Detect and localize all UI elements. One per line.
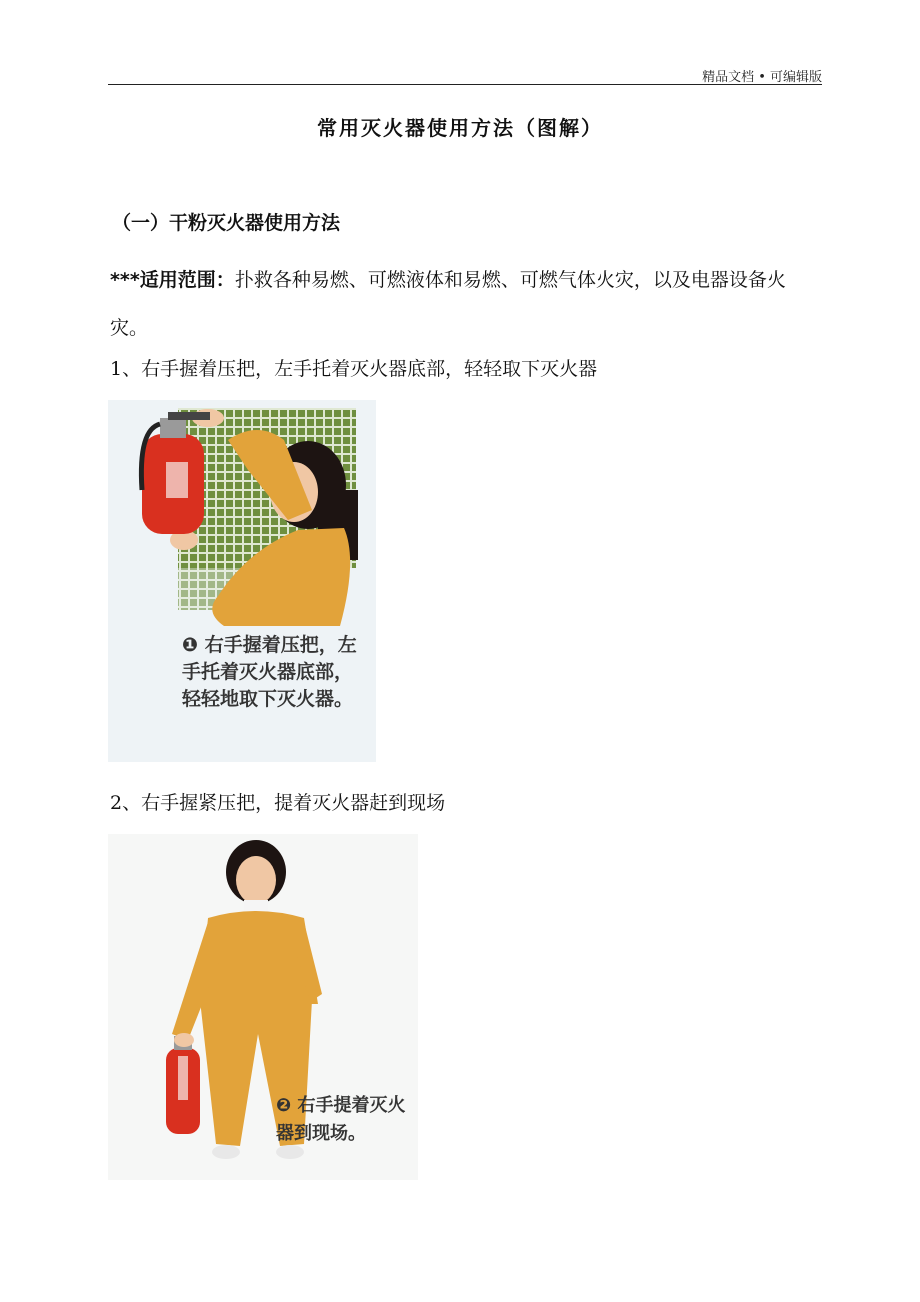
step-1-text: 1、右手握着压把，左手托着灭火器底部，轻轻取下灭火器 xyxy=(110,358,598,380)
step-1-image-caption: ❶ 右手握着压把，左手托着灭火器底部，轻轻地取下灭火器。 xyxy=(182,634,357,710)
page-header-label: 精品文档 • 可编辑版 xyxy=(702,70,822,85)
face xyxy=(236,856,276,904)
scope-label: ***适用范围： xyxy=(110,269,235,291)
scope-text: 扑救各种易燃、可燃液体和易燃、可燃气体火灾，以及电器设备火灾。 xyxy=(110,269,786,339)
step-1-illustration xyxy=(108,400,376,762)
scope-paragraph xyxy=(110,256,822,352)
header-divider xyxy=(108,84,822,85)
step-2-image-caption: ❷ 右手提着灭火器到现场。 xyxy=(276,1095,406,1144)
section-heading: （一）干粉灭火器使用方法 xyxy=(112,212,341,234)
step-2-text: 2、右手握紧压把，提着灭火器赶到现场 xyxy=(110,792,446,814)
document-title: 常用灭火器使用方法（图解） xyxy=(317,116,603,140)
step-2-illustration xyxy=(108,834,418,1180)
